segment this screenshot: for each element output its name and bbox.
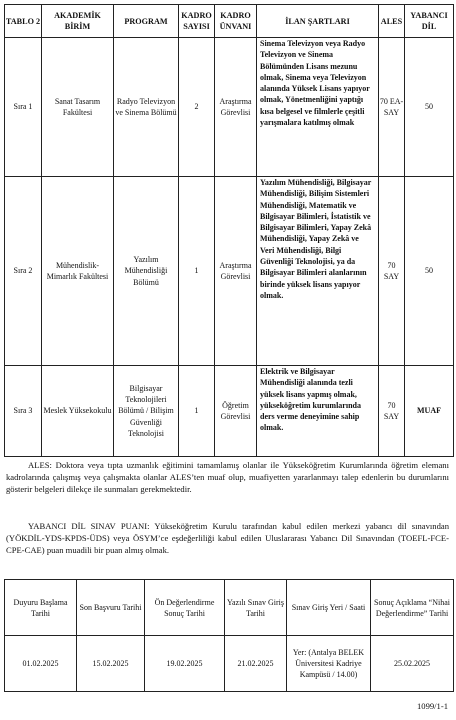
header-exam-place-time: Sınav Giriş Yeri / Saati (287, 580, 371, 636)
program: Yazılım Mühendisliği Bölümü (114, 177, 179, 366)
ales-score: 70 SAY (379, 177, 405, 366)
header-exam-date: Yazılı Sınav Giriş Tarihi (225, 580, 287, 636)
conditions: Elektrik ve Bilgisayar Mühendisliği alanında tezli yüksek lisans yapmış olmak, yükseköğretim kurumlarında ders verme deneyimine sahip olmak. (257, 366, 379, 457)
ales-note-paragraph: ALES: Doktora veya tıpta uzmanlık eğitimini tamamlamış olanlar ile Yükseköğretim Kurumlarında öğretim elemanı kadrolarında çalışmış veya çalışmakta olanlar ALES’ten muaf olup, muafiyetten yararlanmayı talep edenlerin bu durumlarını gösterir belgeleri dilekçe ile sunmaları gerekmektedir. (6, 460, 449, 495)
table-row (5, 177, 454, 366)
language-score: 50 (405, 38, 454, 177)
header-staff-count: KADRO SAYISI (179, 5, 215, 38)
academic-unit: Sanat Tasarım Fakültesi (42, 38, 114, 177)
deadline-date: 15.02.2025 (77, 636, 145, 692)
header-staff-title: KADRO ÜNVANI (215, 5, 257, 38)
program: Radyo Televizyon ve Sinema Bölümü (114, 38, 179, 177)
staff-count: 2 (179, 38, 215, 177)
staff-title: Araştırma Görevlisi (215, 177, 257, 366)
header-preliminary-result-date: Ön Değerlendirme Sonuç Tarihi (145, 580, 225, 636)
staff-title: Araştırma Görevlisi (215, 38, 257, 177)
row-number: Sıra 1 (5, 38, 42, 177)
staff-title: Öğretim Görevlisi (215, 366, 257, 457)
header-academic-unit: AKADEMİK BİRİM (42, 5, 114, 38)
language-note-paragraph: YABANCI DİL SINAV PUANI: Yükseköğretim Kurulu tarafından kabul edilen merkezi yabancı dil sınavından (YÖKDİL-YDS-KPDS-ÜDS) veya ÖSYM’ce eşdeğerliliği kabul edilen Uluslararası Yabancı Dil Sınavından (TOEFL-FCE-CPE-CAE) puan muadili bir puan almış olmak. (6, 521, 449, 556)
exam-place-time: Yer: (Antalya BELEK Üniversitesi Kadriye Kampüsü / 14.00) (287, 636, 371, 692)
positions-table (4, 4, 454, 457)
row-number: Sıra 3 (5, 366, 42, 457)
conditions: Sinema Televizyon veya Radyo Televizyon ve Sinema Bölümünden Lisans mezunu olmak, Sinema veya Televizyon alanında Yüksek Lisans yapıyor olmak, Yönetmenliğini yaptığı kısa belgesel ve filmlerle çeşitli yarışmalara katılmış olmak (257, 38, 379, 177)
header-announcement-date: Duyuru Başlama Tarihi (5, 580, 77, 636)
staff-count: 1 (179, 366, 215, 457)
dates-values-row (5, 636, 454, 692)
table-row (5, 366, 454, 457)
table-header-row (5, 5, 454, 38)
announcement-date: 01.02.2025 (5, 636, 77, 692)
final-result-date: 25.02.2025 (371, 636, 454, 692)
document-code: 1099/1-1 (416, 701, 448, 711)
row-number: Sıra 2 (5, 177, 42, 366)
header-final-result-date: Sonuç Açıklama “Nihai Değerlendirme” Tarihi (371, 580, 454, 636)
language-score: 50 (405, 177, 454, 366)
exam-date: 21.02.2025 (225, 636, 287, 692)
header-ales: ALES (379, 5, 405, 38)
staff-count: 1 (179, 177, 215, 366)
ales-score: 70 EA-SAY (379, 38, 405, 177)
dates-header-row (5, 580, 454, 636)
preliminary-result-date: 19.02.2025 (145, 636, 225, 692)
language-score: MUAF (405, 366, 454, 457)
academic-unit: Mühendislik-Mimarlık Fakültesi (42, 177, 114, 366)
header-tablo: TABLO 2 (5, 5, 42, 38)
header-foreign-language: YABANCI DİL (405, 5, 454, 38)
dates-table (4, 579, 454, 692)
header-program: PROGRAM (114, 5, 179, 38)
table-row (5, 38, 454, 177)
header-conditions: İLAN ŞARTLARI (257, 5, 379, 38)
ales-score: 70 SAY (379, 366, 405, 457)
program: Bilgisayar Teknolojileri Bölümü / Bilişim Güvenliği Teknolojisi (114, 366, 179, 457)
academic-unit: Meslek Yüksekokulu (42, 366, 114, 457)
conditions: Yazılım Mühendisliği, Bilgisayar Mühendisliği, Bilişim Sistemleri Mühendisliği, Matematik ve Bilgisayar Bilimleri, İstatistik ve Bilgisayar Bilimleri, Yapay Zekâ Mühendisliği, Yapay Zekâ ve Veri Mühendisliği, Bilgi Güvenliği Teknolojisi, ya da Bilgisayar Bilimleri alanlarının birinde yüksek lisans yapıyor olmak. (257, 177, 379, 366)
header-deadline-date: Son Başvuru Tarihi (77, 580, 145, 636)
